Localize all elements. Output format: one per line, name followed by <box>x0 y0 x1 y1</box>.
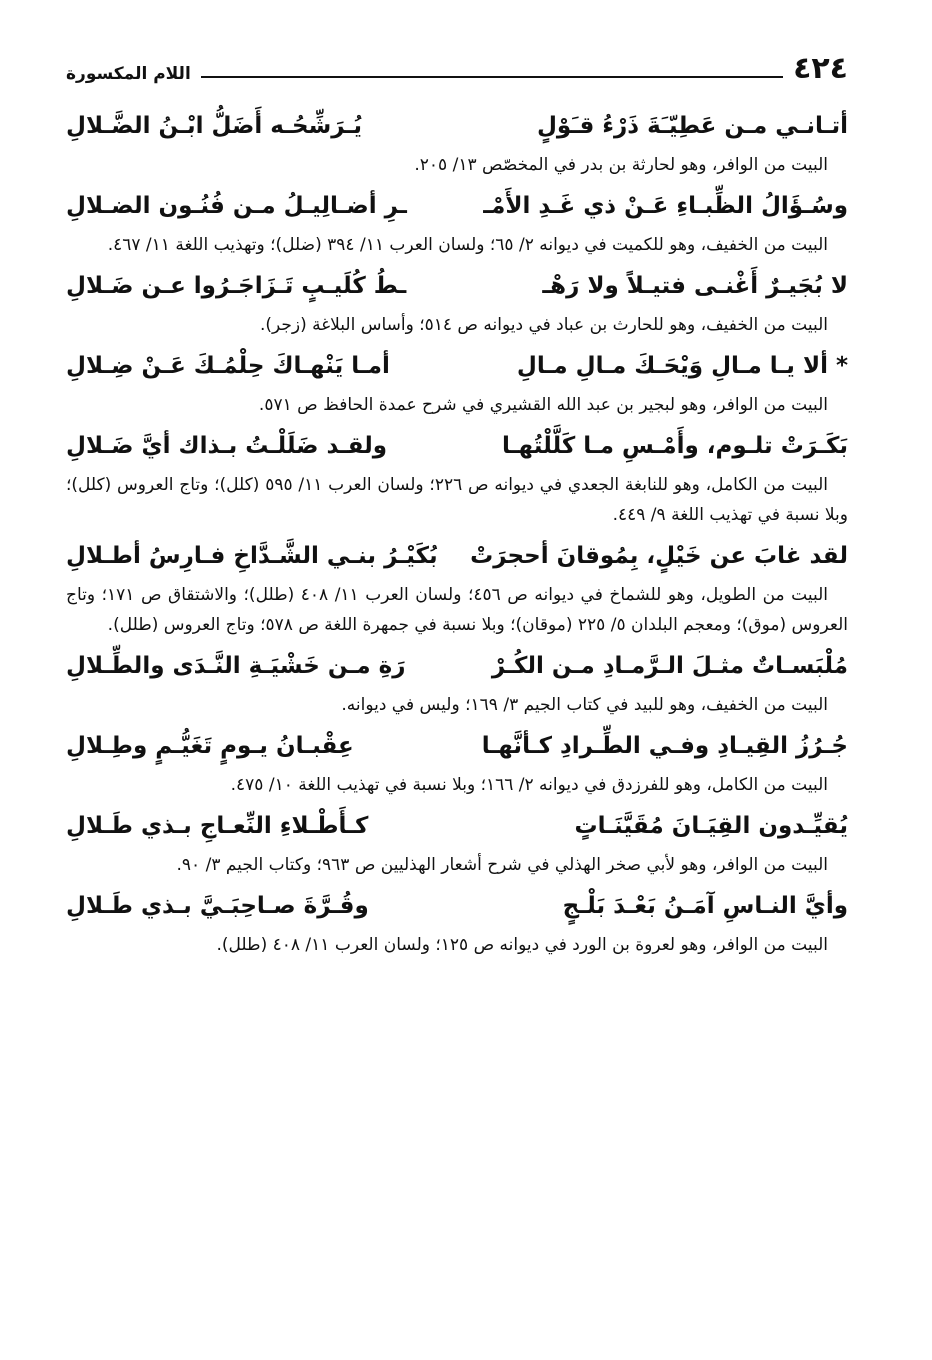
second-hemistich: عِقْبـانُ يـومٍ تَغَيُّـمٍ وطِـلالِ <box>66 733 354 759</box>
verse-entry <box>66 886 848 960</box>
verse-note: البيت من الوافر، وهو لأبي صخر الهذلي في شرح أشعار الهذليين ص ٩٦٣؛ وكتاب الجيم ٣/ ٩٠. <box>176 855 828 875</box>
second-hemistich: ـطُ كُلَيـبٍ تَـزَاجَـرُوا عـن ضَـلالِ <box>66 273 407 299</box>
running-header <box>66 48 848 84</box>
verse-entry <box>66 536 848 640</box>
verse-line <box>66 536 848 576</box>
verse-line <box>66 886 848 926</box>
verse-entry <box>66 726 848 800</box>
verse-line <box>66 426 848 466</box>
verse-entry <box>66 426 848 530</box>
first-hemistich: وسُـؤَالُ الظِّبـاءِ عَـنْ ذي غَـدِ الأَمْـ <box>483 193 848 219</box>
first-hemistich: يُقيِّـدون القِيَـانَ مُقَيَّنَـاتٍ <box>574 813 848 839</box>
verse-entry <box>66 646 848 720</box>
verse-note: البيت من الخفيف، وهو للبيد في كتاب الجيم ٣/ ١٦٩؛ وليس في ديوانه. <box>341 695 828 715</box>
book-page <box>66 48 848 966</box>
verse-line <box>66 646 848 686</box>
verse-note: البيت من الوافر، وهو لحارثة بن بدر في المخصّص ١٣/ ٢٠٥. <box>414 155 828 175</box>
verse-note: البيت من الكامل، وهو للنابغة الجعدي في ديوانه ص ٢٢٦؛ ولسان العرب ١١/ ٥٩٥ (كلل)؛ وتاج العروس (كلل)؛ وبلا نسبة في تهذيب اللغة ٩/ ٤٤٩. <box>66 475 848 525</box>
second-hemistich: رَةِ مـن خَشْيَـةِ النَّـدَى والطِّـلالِ <box>66 653 406 679</box>
first-hemistich: بَكَـرَتْ تلـوم، وأَمْـسِ مـا كَلَّلْتُهـا <box>502 433 848 459</box>
second-hemistich: أمـا يَنْهـاكَ حِلْمُـكَ عَـنْ ضِـلالِ <box>66 353 390 379</box>
second-hemistich: يُـرَشِّحُـه أَضَلُّ ابْـنُ الضَّـلالِ <box>66 113 363 139</box>
first-hemistich: أتـانـي مـن عَطِيّـَةَ ذَرْءُ قـَوْلٍ <box>536 113 848 139</box>
verse-entry <box>66 266 848 340</box>
first-hemistich: مُلْبَسـاتٌ مثـلَ الـرَّمـادِ مـن الكُـرْ <box>491 653 848 679</box>
verse-line <box>66 186 848 226</box>
verse-entry <box>66 346 848 420</box>
first-hemistich: * ألا يـا مـالِ وَيْحَـكَ مـالِ مـالِ <box>516 353 848 379</box>
verse-note: البيت من الكامل، وهو للفرزدق في ديوانه ٢/ ١٦٦؛ وبلا نسبة في تهذيب اللغة ١٠/ ٤٧٥. <box>230 775 828 795</box>
first-hemistich: وأيَّ النـاسِ آمَـنُ بَعْـدَ بَلْـجٍ <box>562 893 848 919</box>
verse-entry <box>66 186 848 260</box>
header-rule <box>201 76 783 78</box>
verse-entry <box>66 106 848 180</box>
first-hemistich: جُـرُزُ القِيـادِ وفـي الطِّـرادِ كـأنَّهـا <box>481 733 848 759</box>
chapter-title: اللام المكسورة <box>66 64 191 84</box>
second-hemistich: ـرِ أضـالِيـلُ مـن فُنُـون الضـلالِ <box>66 193 407 219</box>
first-hemistich: لقد غابَ عن خَيْلٍ، بِمُوقانَ أحجرَتْ <box>470 543 848 569</box>
second-hemistich: بُكَيْـرُ بنـي الشَّـدَّاخِ فـارِسُ أطـلالِ <box>66 543 438 569</box>
verse-note: البيت من الخفيف، وهو للكميت في ديوانه ٢/ ٦٥؛ ولسان العرب ١١/ ٣٩٤ (ضلل)؛ وتهذيب اللغة ١١/ ٤٦٧. <box>107 235 828 255</box>
second-hemistich: كـأَطْـلاءِ النِّعـاجِ بـذي طَـلالِ <box>66 813 369 839</box>
second-hemistich: وقُـرَّةَ صـاحِبَـيَّ بـذي طَـلالِ <box>66 893 369 919</box>
verse-entry <box>66 806 848 880</box>
verse-note: البيت من الوافر، وهو لبجير بن عبد الله القشيري في شرح عمدة الحافظ ص ٥٧١. <box>258 395 828 415</box>
page-number: ٤٢٤ <box>793 51 848 86</box>
verse-line <box>66 346 848 386</box>
verse-line <box>66 106 848 146</box>
verse-line <box>66 806 848 846</box>
verse-note: البيت من الخفيف، وهو للحارث بن عباد في ديوانه ص ٥١٤؛ وأساس البلاغة (زجر). <box>259 315 828 335</box>
first-hemistich: لا بُجَيـرٌ أَغْنـى فتيـلاً ولا رَهْـ <box>542 273 848 299</box>
verse-line <box>66 266 848 306</box>
verse-note: البيت من الوافر، وهو لعروة بن الورد في ديوانه ص ١٢٥؛ ولسان العرب ١١/ ٤٠٨ (طلل). <box>216 935 828 955</box>
verse-line <box>66 726 848 766</box>
second-hemistich: ولقـد ضَلَلْـتُ بـذاك أيَّ ضَـلالِ <box>66 433 388 459</box>
verse-note: البيت من الطويل، وهو للشماخ في ديوانه ص ٤٥٦؛ ولسان العرب ١١/ ٤٠٨ (طلل)؛ والاشتقاق ص ١٧١؛ وتاج العروس (موق)؛ ومعجم البلدان ٥/ ٢٢٥ (موقان)؛ وبلا نسبة في جمهرة اللغة ص ٥٧٨؛ وتاج العروس (طلل). <box>66 585 848 635</box>
